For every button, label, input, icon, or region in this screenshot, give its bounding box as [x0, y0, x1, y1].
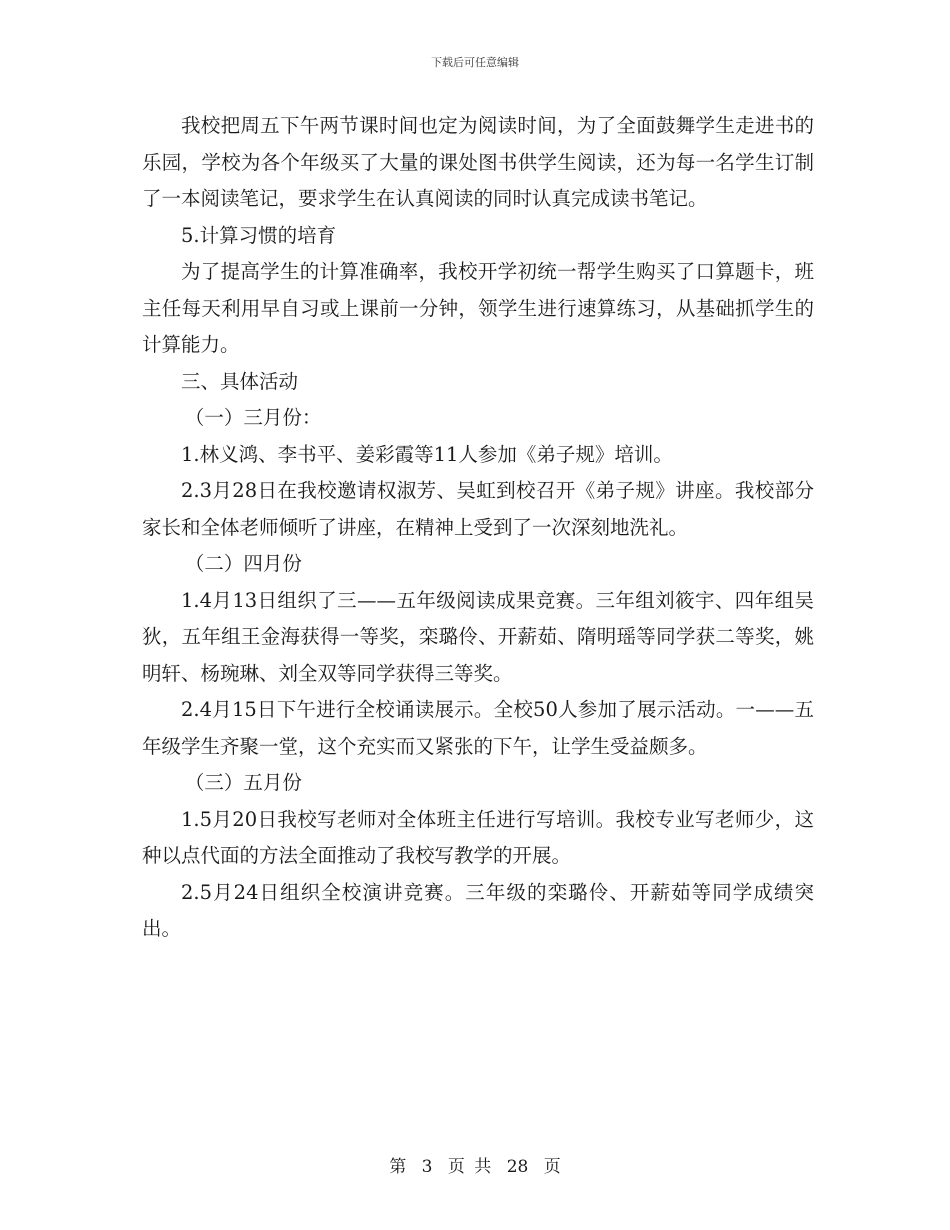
subsection-heading: （三）五月份: [184, 771, 302, 794]
page-number: 3: [421, 1157, 433, 1177]
subsection-heading: （二）四月份: [184, 552, 302, 575]
page-header: 下载后可任意编辑: [431, 56, 519, 69]
paragraph: 1.4月13日组织了三——五年级阅读成果竞赛。三年组刘筱宇、四年组吴狄，五年组王金海获得一等奖，栾璐伶、开薪茹、隋明瑶等同学获二等奖，姚明轩、杨琬琳、刘全双等同学获得三等奖。: [142, 588, 814, 685]
paragraph: 2.4月15日下午进行全校诵读展示。全校50人参加了展示活动。一——五年级学生齐聚一堂，这个充实而又紧张的下午，让学生受益颇多。: [142, 698, 814, 758]
section-heading: 三、具体活动: [181, 369, 299, 393]
section-heading: 5.计算习惯的培育: [181, 223, 337, 247]
footer-prefix: 第: [389, 1157, 407, 1177]
page-footer: [0, 1152, 950, 1177]
subsection-heading: （一）三月份：: [184, 406, 322, 429]
footer-middle: 页 共: [447, 1157, 492, 1177]
document-body: [142, 108, 814, 948]
paragraph: 为了提高学生的计算准确率，我校开学初统一帮学生购买了口算题卡，班主任每天利用早自习或上课前一分钟，领学生进行速算练习，从基础抓学生的计算能力。: [142, 260, 814, 356]
paragraph: 1.5月20日我校写老师对全体班主任进行写培训。我校专业写老师少，这种以点代面的方法全面推动了我校写教学的开展。: [142, 807, 814, 867]
footer-suffix: 页: [543, 1157, 561, 1177]
total-pages: 28: [506, 1157, 529, 1177]
paragraph: 2.3月28日在我校邀请权淑芳、吴虹到校召开《弟子规》讲座。我校部分家长和全体老师倾听了讲座，在精神上受到了一次深刻地洗礼。: [142, 479, 814, 539]
paragraph: 我校把周五下午两节课时间也定为阅读时间，为了全面鼓舞学生走进书的乐园，学校为各个年级买了大量的课处图书供学生阅读，还为每一名学生订制了一本阅读笔记，要求学生在认真阅读的同时认真完成读书笔记。: [142, 114, 814, 210]
paragraph: 2.5月24日组织全校演讲竞赛。三年级的栾璐伶、开薪茹等同学成绩突出。: [142, 880, 814, 940]
paragraph: 1.林义鸿、李书平、姜彩霞等11人参加《弟子规》培训。: [181, 442, 673, 466]
